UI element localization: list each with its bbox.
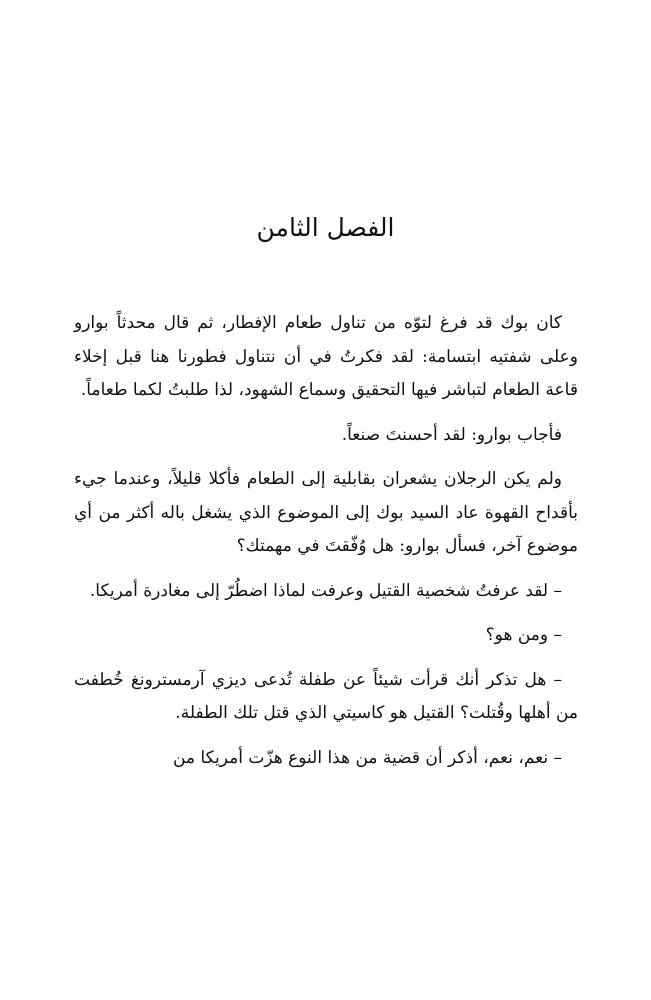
dialogue-line-1: – لقد عرفتُ شخصية القتيل وعرفت لماذا اضطُرّ إلى مغادرة أمريكا. bbox=[89, 580, 562, 601]
chapter-title: الفصل الثامن bbox=[256, 213, 395, 242]
dialogue-line-2: – ومن هو؟ bbox=[485, 625, 562, 645]
chapter-body bbox=[74, 307, 578, 786]
dialogue-line-4: – نعم، نعم، أذكر أن قضية من هذا النوع هزّت أمريكا من bbox=[172, 747, 562, 768]
paragraph-2: فأجاب بوارو: لقد أحسنتَ صنعاً. bbox=[341, 424, 562, 445]
dialogue-line-3: – هل تذكر أنك قرأت شيئاً عن طفلة تُدعى ديزي آرمسترونغ خُطفت من أهلها وقُتلت؟ القتيل هو كاسيتي الذي قتل تلك الطفلة. bbox=[74, 669, 578, 723]
paragraph-1: كان بوك قد فرغ لتوّه من تناول طعام الإفطار، ثم قال محدثاً بوارو وعلى شفتيه ابتسامة: لقد فكرتُ في أن نتناول فطورنا هنا قبل إخلاء قاعة الطعام لتباشر فيها التحقيق وسماع الشهود، لذا طلبتُ لكما طعاماً. bbox=[74, 313, 578, 400]
paragraph-3: ولم يكن الرجلان يشعران بقابلية إلى الطعام فأكلا قليلاً، وعندما جيء بأقداح القهوة عاد السيد بوك إلى الموضوع الذي يشغل باله أكثر من أي موضوع آخر، فسأل بوارو: هل وُفّقتَ في مهمتك؟ bbox=[74, 469, 578, 556]
